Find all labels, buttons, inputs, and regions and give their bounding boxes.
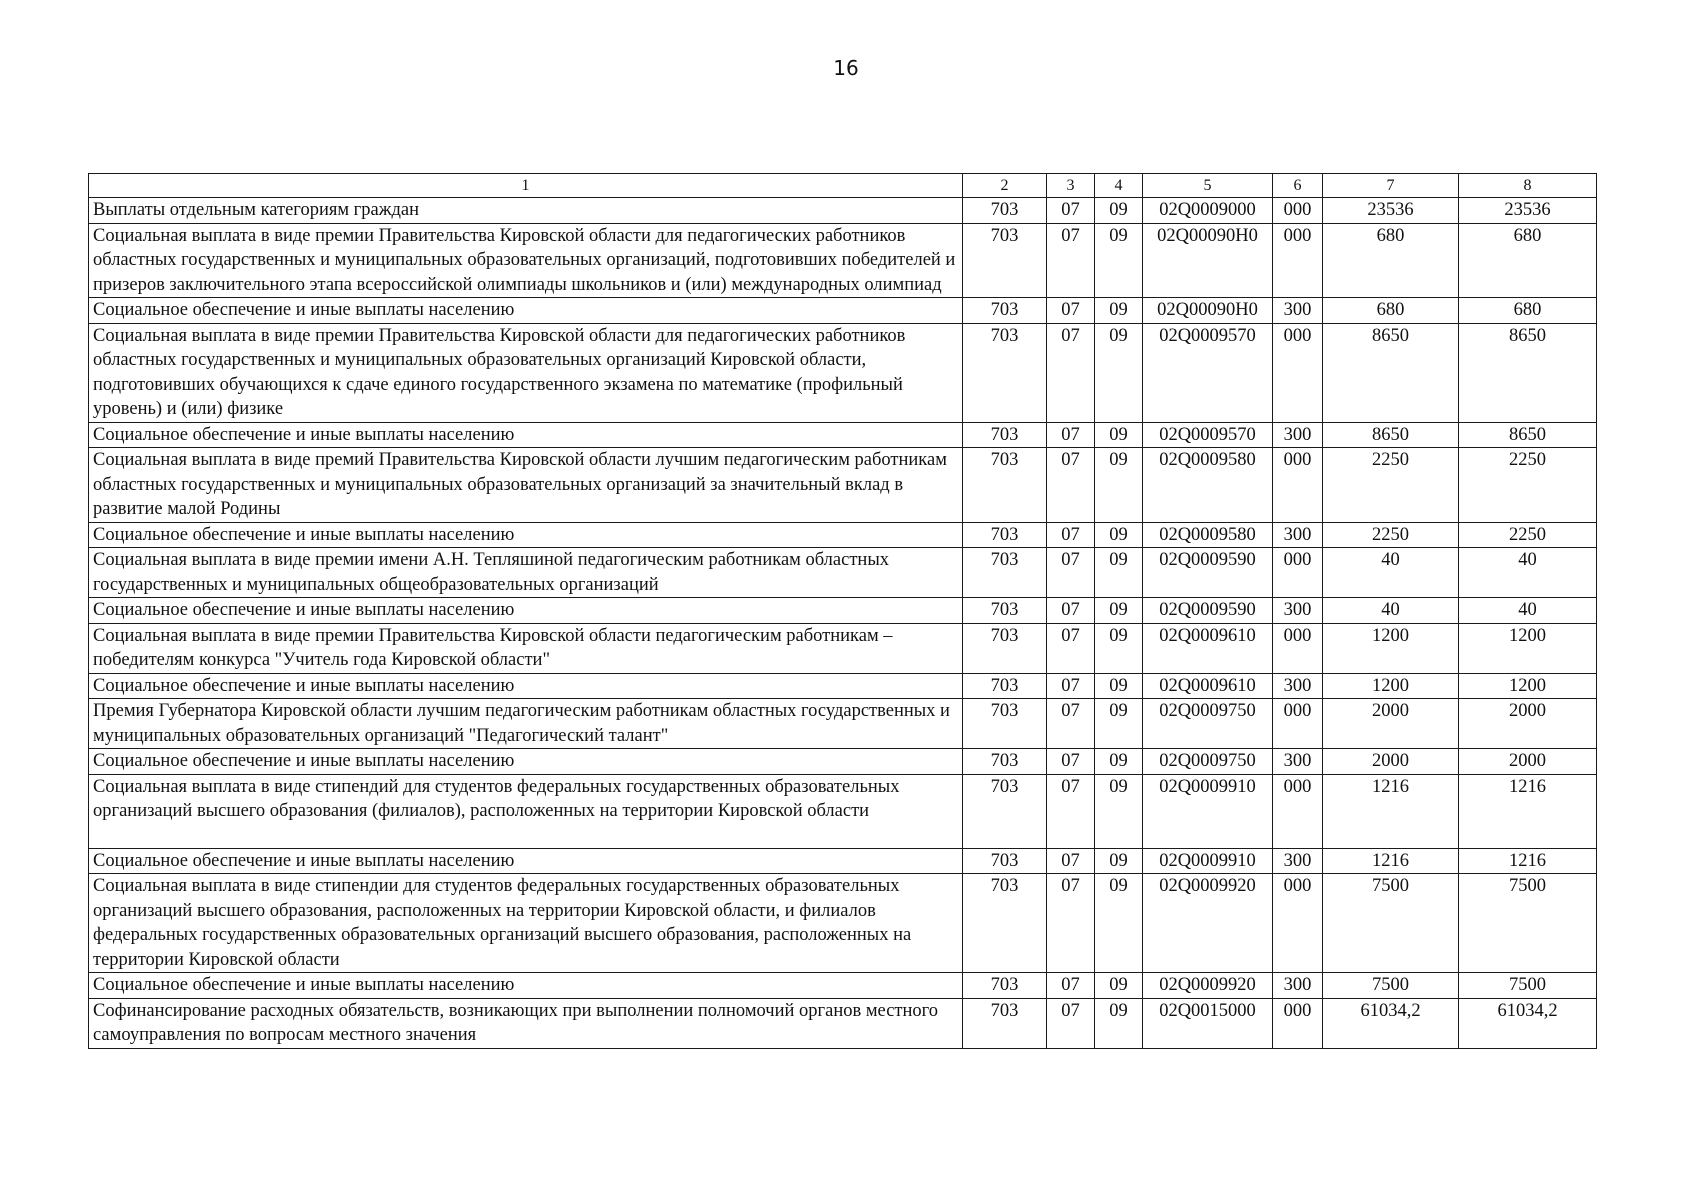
- table-row: [89, 973, 1597, 999]
- section-code: 07: [1047, 874, 1095, 973]
- expense-type-code: 300: [1273, 673, 1323, 699]
- subsection-code: 09: [1095, 198, 1143, 224]
- expense-name: Софинансирование расходных обязательств, возникающих при выполнении полномочий органов местного самоуправления по вопросам местного значения: [89, 998, 963, 1048]
- target-article-code: 02Q0009610: [1143, 673, 1273, 699]
- section-code: 07: [1047, 598, 1095, 624]
- expense-type-code: 000: [1273, 548, 1323, 598]
- amount-col-8: 40: [1459, 548, 1597, 598]
- expense-type-code: 300: [1273, 422, 1323, 448]
- subsection-code: 09: [1095, 598, 1143, 624]
- expense-name: Социальное обеспечение и иные выплаты населению: [89, 848, 963, 874]
- column-header: 5: [1143, 174, 1273, 198]
- amount-col-8: 8650: [1459, 323, 1597, 422]
- section-code: 07: [1047, 673, 1095, 699]
- amount-col-8: 61034,2: [1459, 998, 1597, 1048]
- table-row: [89, 623, 1597, 673]
- target-article-code: 02Q0009610: [1143, 623, 1273, 673]
- ministry-code: 703: [963, 699, 1047, 749]
- section-code: 07: [1047, 223, 1095, 298]
- section-code: 07: [1047, 198, 1095, 224]
- expense-name: Выплаты отдельным категориям граждан: [89, 198, 963, 224]
- expense-name: Социальная выплата в виде стипендий для студентов федеральных государственных образовательных организаций высшего образования (филиалов), расположенных на территории Кировской области: [89, 774, 963, 848]
- table-row: [89, 848, 1597, 874]
- ministry-code: 703: [963, 522, 1047, 548]
- subsection-code: 09: [1095, 998, 1143, 1048]
- target-article-code: 02Q0009920: [1143, 973, 1273, 999]
- target-article-code: 02Q00090H0: [1143, 298, 1273, 324]
- column-header: 7: [1323, 174, 1459, 198]
- amount-col-7: 23536: [1323, 198, 1459, 224]
- target-article-code: 02Q0009750: [1143, 699, 1273, 749]
- subsection-code: 09: [1095, 623, 1143, 673]
- ministry-code: 703: [963, 598, 1047, 624]
- amount-col-8: 680: [1459, 298, 1597, 324]
- header-row: [89, 174, 1597, 198]
- table-row: [89, 998, 1597, 1048]
- amount-col-7: 7500: [1323, 973, 1459, 999]
- amount-col-7: 8650: [1323, 422, 1459, 448]
- section-code: 07: [1047, 448, 1095, 523]
- target-article-code: 02Q0015000: [1143, 998, 1273, 1048]
- expense-type-code: 000: [1273, 623, 1323, 673]
- amount-col-7: 8650: [1323, 323, 1459, 422]
- table-row: [89, 598, 1597, 624]
- subsection-code: 09: [1095, 874, 1143, 973]
- subsection-code: 09: [1095, 973, 1143, 999]
- section-code: 07: [1047, 522, 1095, 548]
- table-row: [89, 298, 1597, 324]
- ministry-code: 703: [963, 848, 1047, 874]
- section-code: 07: [1047, 422, 1095, 448]
- subsection-code: 09: [1095, 774, 1143, 848]
- expense-type-code: 000: [1273, 198, 1323, 224]
- amount-col-8: 2250: [1459, 522, 1597, 548]
- section-code: 07: [1047, 998, 1095, 1048]
- subsection-code: 09: [1095, 323, 1143, 422]
- amount-col-7: 40: [1323, 548, 1459, 598]
- amount-col-8: 2250: [1459, 448, 1597, 523]
- amount-col-7: 680: [1323, 298, 1459, 324]
- ministry-code: 703: [963, 673, 1047, 699]
- subsection-code: 09: [1095, 548, 1143, 598]
- section-code: 07: [1047, 699, 1095, 749]
- amount-col-7: 1200: [1323, 623, 1459, 673]
- amount-col-8: 1200: [1459, 623, 1597, 673]
- expense-type-code: 300: [1273, 598, 1323, 624]
- table-row: [89, 699, 1597, 749]
- amount-col-8: 23536: [1459, 198, 1597, 224]
- ministry-code: 703: [963, 874, 1047, 973]
- table-row: [89, 522, 1597, 548]
- target-article-code: 02Q0009580: [1143, 448, 1273, 523]
- amount-col-7: 2000: [1323, 749, 1459, 775]
- expense-name: Социальная выплата в виде премий Правительства Кировской области лучшим педагогическим работникам областных государственных и муниципальных образовательных организаций за значительный вклад в развитие малой Родины: [89, 448, 963, 523]
- section-code: 07: [1047, 973, 1095, 999]
- amount-col-7: 1216: [1323, 774, 1459, 848]
- expense-type-code: 300: [1273, 848, 1323, 874]
- expense-name: Социальное обеспечение и иные выплаты населению: [89, 298, 963, 324]
- target-article-code: 02Q0009750: [1143, 749, 1273, 775]
- target-article-code: 02Q0009570: [1143, 422, 1273, 448]
- expense-type-code: 000: [1273, 448, 1323, 523]
- column-header: 8: [1459, 174, 1597, 198]
- amount-col-7: 2250: [1323, 522, 1459, 548]
- amount-col-8: 1200: [1459, 673, 1597, 699]
- table-row: [89, 448, 1597, 523]
- section-code: 07: [1047, 774, 1095, 848]
- section-code: 07: [1047, 548, 1095, 598]
- amount-col-8: 2000: [1459, 699, 1597, 749]
- ministry-code: 703: [963, 774, 1047, 848]
- subsection-code: 09: [1095, 298, 1143, 324]
- expense-type-code: 300: [1273, 749, 1323, 775]
- subsection-code: 09: [1095, 673, 1143, 699]
- ministry-code: 703: [963, 973, 1047, 999]
- subsection-code: 09: [1095, 448, 1143, 523]
- ministry-code: 703: [963, 448, 1047, 523]
- ministry-code: 703: [963, 422, 1047, 448]
- target-article-code: 02Q0009590: [1143, 598, 1273, 624]
- amount-col-7: 2250: [1323, 448, 1459, 523]
- amount-col-7: 7500: [1323, 874, 1459, 973]
- expense-type-code: 300: [1273, 298, 1323, 324]
- expense-type-code: 000: [1273, 699, 1323, 749]
- ministry-code: 703: [963, 323, 1047, 422]
- target-article-code: 02Q0009910: [1143, 848, 1273, 874]
- subsection-code: 09: [1095, 749, 1143, 775]
- table-row: [89, 774, 1597, 848]
- expense-type-code: 000: [1273, 874, 1323, 973]
- expense-type-code: 000: [1273, 323, 1323, 422]
- ministry-code: 703: [963, 623, 1047, 673]
- column-header: 1: [89, 174, 963, 198]
- section-code: 07: [1047, 298, 1095, 324]
- table-row: [89, 749, 1597, 775]
- expense-name: Социальное обеспечение и иные выплаты населению: [89, 749, 963, 775]
- ministry-code: 703: [963, 198, 1047, 224]
- amount-col-8: 1216: [1459, 774, 1597, 848]
- expense-name: Социальное обеспечение и иные выплаты населению: [89, 422, 963, 448]
- target-article-code: 02Q0009910: [1143, 774, 1273, 848]
- target-article-code: 02Q0009920: [1143, 874, 1273, 973]
- column-header: 2: [963, 174, 1047, 198]
- section-code: 07: [1047, 749, 1095, 775]
- amount-col-8: 680: [1459, 223, 1597, 298]
- amount-col-8: 7500: [1459, 973, 1597, 999]
- expense-name: Социальное обеспечение и иные выплаты населению: [89, 673, 963, 699]
- ministry-code: 703: [963, 223, 1047, 298]
- expense-type-code: 300: [1273, 973, 1323, 999]
- amount-col-7: 40: [1323, 598, 1459, 624]
- table-row: [89, 223, 1597, 298]
- expense-name: Социальное обеспечение и иные выплаты населению: [89, 598, 963, 624]
- expense-type-code: 000: [1273, 223, 1323, 298]
- subsection-code: 09: [1095, 223, 1143, 298]
- ministry-code: 703: [963, 298, 1047, 324]
- target-article-code: 02Q0009590: [1143, 548, 1273, 598]
- expense-name: Социальное обеспечение и иные выплаты населению: [89, 522, 963, 548]
- table-row: [89, 422, 1597, 448]
- expense-type-code: 300: [1273, 522, 1323, 548]
- amount-col-8: 40: [1459, 598, 1597, 624]
- table-row: [89, 548, 1597, 598]
- target-article-code: 02Q0009570: [1143, 323, 1273, 422]
- table-row: [89, 673, 1597, 699]
- section-code: 07: [1047, 323, 1095, 422]
- section-code: 07: [1047, 848, 1095, 874]
- expense-type-code: 000: [1273, 774, 1323, 848]
- expense-name: Премия Губернатора Кировской области лучшим педагогическим работникам областных государственных и муниципальных образовательных организаций "Педагогический талант": [89, 699, 963, 749]
- expense-name: Социальная выплата в виде премии Правительства Кировской области для педагогических работников областных государственных и муниципальных образовательных организаций, подготовивших победителей и призеров заключительного этапа всероссийской олимпиады школьников и (или) международных олимпиад: [89, 223, 963, 298]
- amount-col-7: 1200: [1323, 673, 1459, 699]
- amount-col-8: 8650: [1459, 422, 1597, 448]
- expense-name: Социальная выплата в виде премии Правительства Кировской области педагогическим работникам – победителям конкурса "Учитель года Кировской области": [89, 623, 963, 673]
- subsection-code: 09: [1095, 422, 1143, 448]
- amount-col-8: 7500: [1459, 874, 1597, 973]
- column-header: 3: [1047, 174, 1095, 198]
- target-article-code: 02Q0009000: [1143, 198, 1273, 224]
- expense-name: Социальная выплата в виде стипендии для студентов федеральных государственных образовательных организаций высшего образования, расположенных на территории Кировской области, и филиалов федеральных государственных образовательных организаций высшего образования, расположенных на территории Кировской области: [89, 874, 963, 973]
- amount-col-7: 2000: [1323, 699, 1459, 749]
- amount-col-8: 1216: [1459, 848, 1597, 874]
- subsection-code: 09: [1095, 522, 1143, 548]
- column-header: 6: [1273, 174, 1323, 198]
- ministry-code: 703: [963, 998, 1047, 1048]
- amount-col-7: 61034,2: [1323, 998, 1459, 1048]
- table-row: [89, 323, 1597, 422]
- table-row: [89, 874, 1597, 973]
- amount-col-7: 680: [1323, 223, 1459, 298]
- ministry-code: 703: [963, 548, 1047, 598]
- budget-table: [88, 173, 1597, 1049]
- expense-type-code: 000: [1273, 998, 1323, 1048]
- target-article-code: 02Q00090H0: [1143, 223, 1273, 298]
- amount-col-7: 1216: [1323, 848, 1459, 874]
- target-article-code: 02Q0009580: [1143, 522, 1273, 548]
- ministry-code: 703: [963, 749, 1047, 775]
- expense-name: Социальная выплата в виде премии имени А.Н. Тепляшиной педагогическим работникам областных государственных и муниципальных общеобразовательных организаций: [89, 548, 963, 598]
- subsection-code: 09: [1095, 848, 1143, 874]
- expense-name: Социальная выплата в виде премии Правительства Кировской области для педагогических работников областных государственных и муниципальных образовательных организаций Кировской области, подготовивших обучающихся к сдаче единого государственного экзамена по математике (профильный уровень) и (или) физике: [89, 323, 963, 422]
- column-header: 4: [1095, 174, 1143, 198]
- page-number: 16: [833, 56, 859, 80]
- expense-name: Социальное обеспечение и иные выплаты населению: [89, 973, 963, 999]
- amount-col-8: 2000: [1459, 749, 1597, 775]
- section-code: 07: [1047, 623, 1095, 673]
- table-row: [89, 198, 1597, 224]
- subsection-code: 09: [1095, 699, 1143, 749]
